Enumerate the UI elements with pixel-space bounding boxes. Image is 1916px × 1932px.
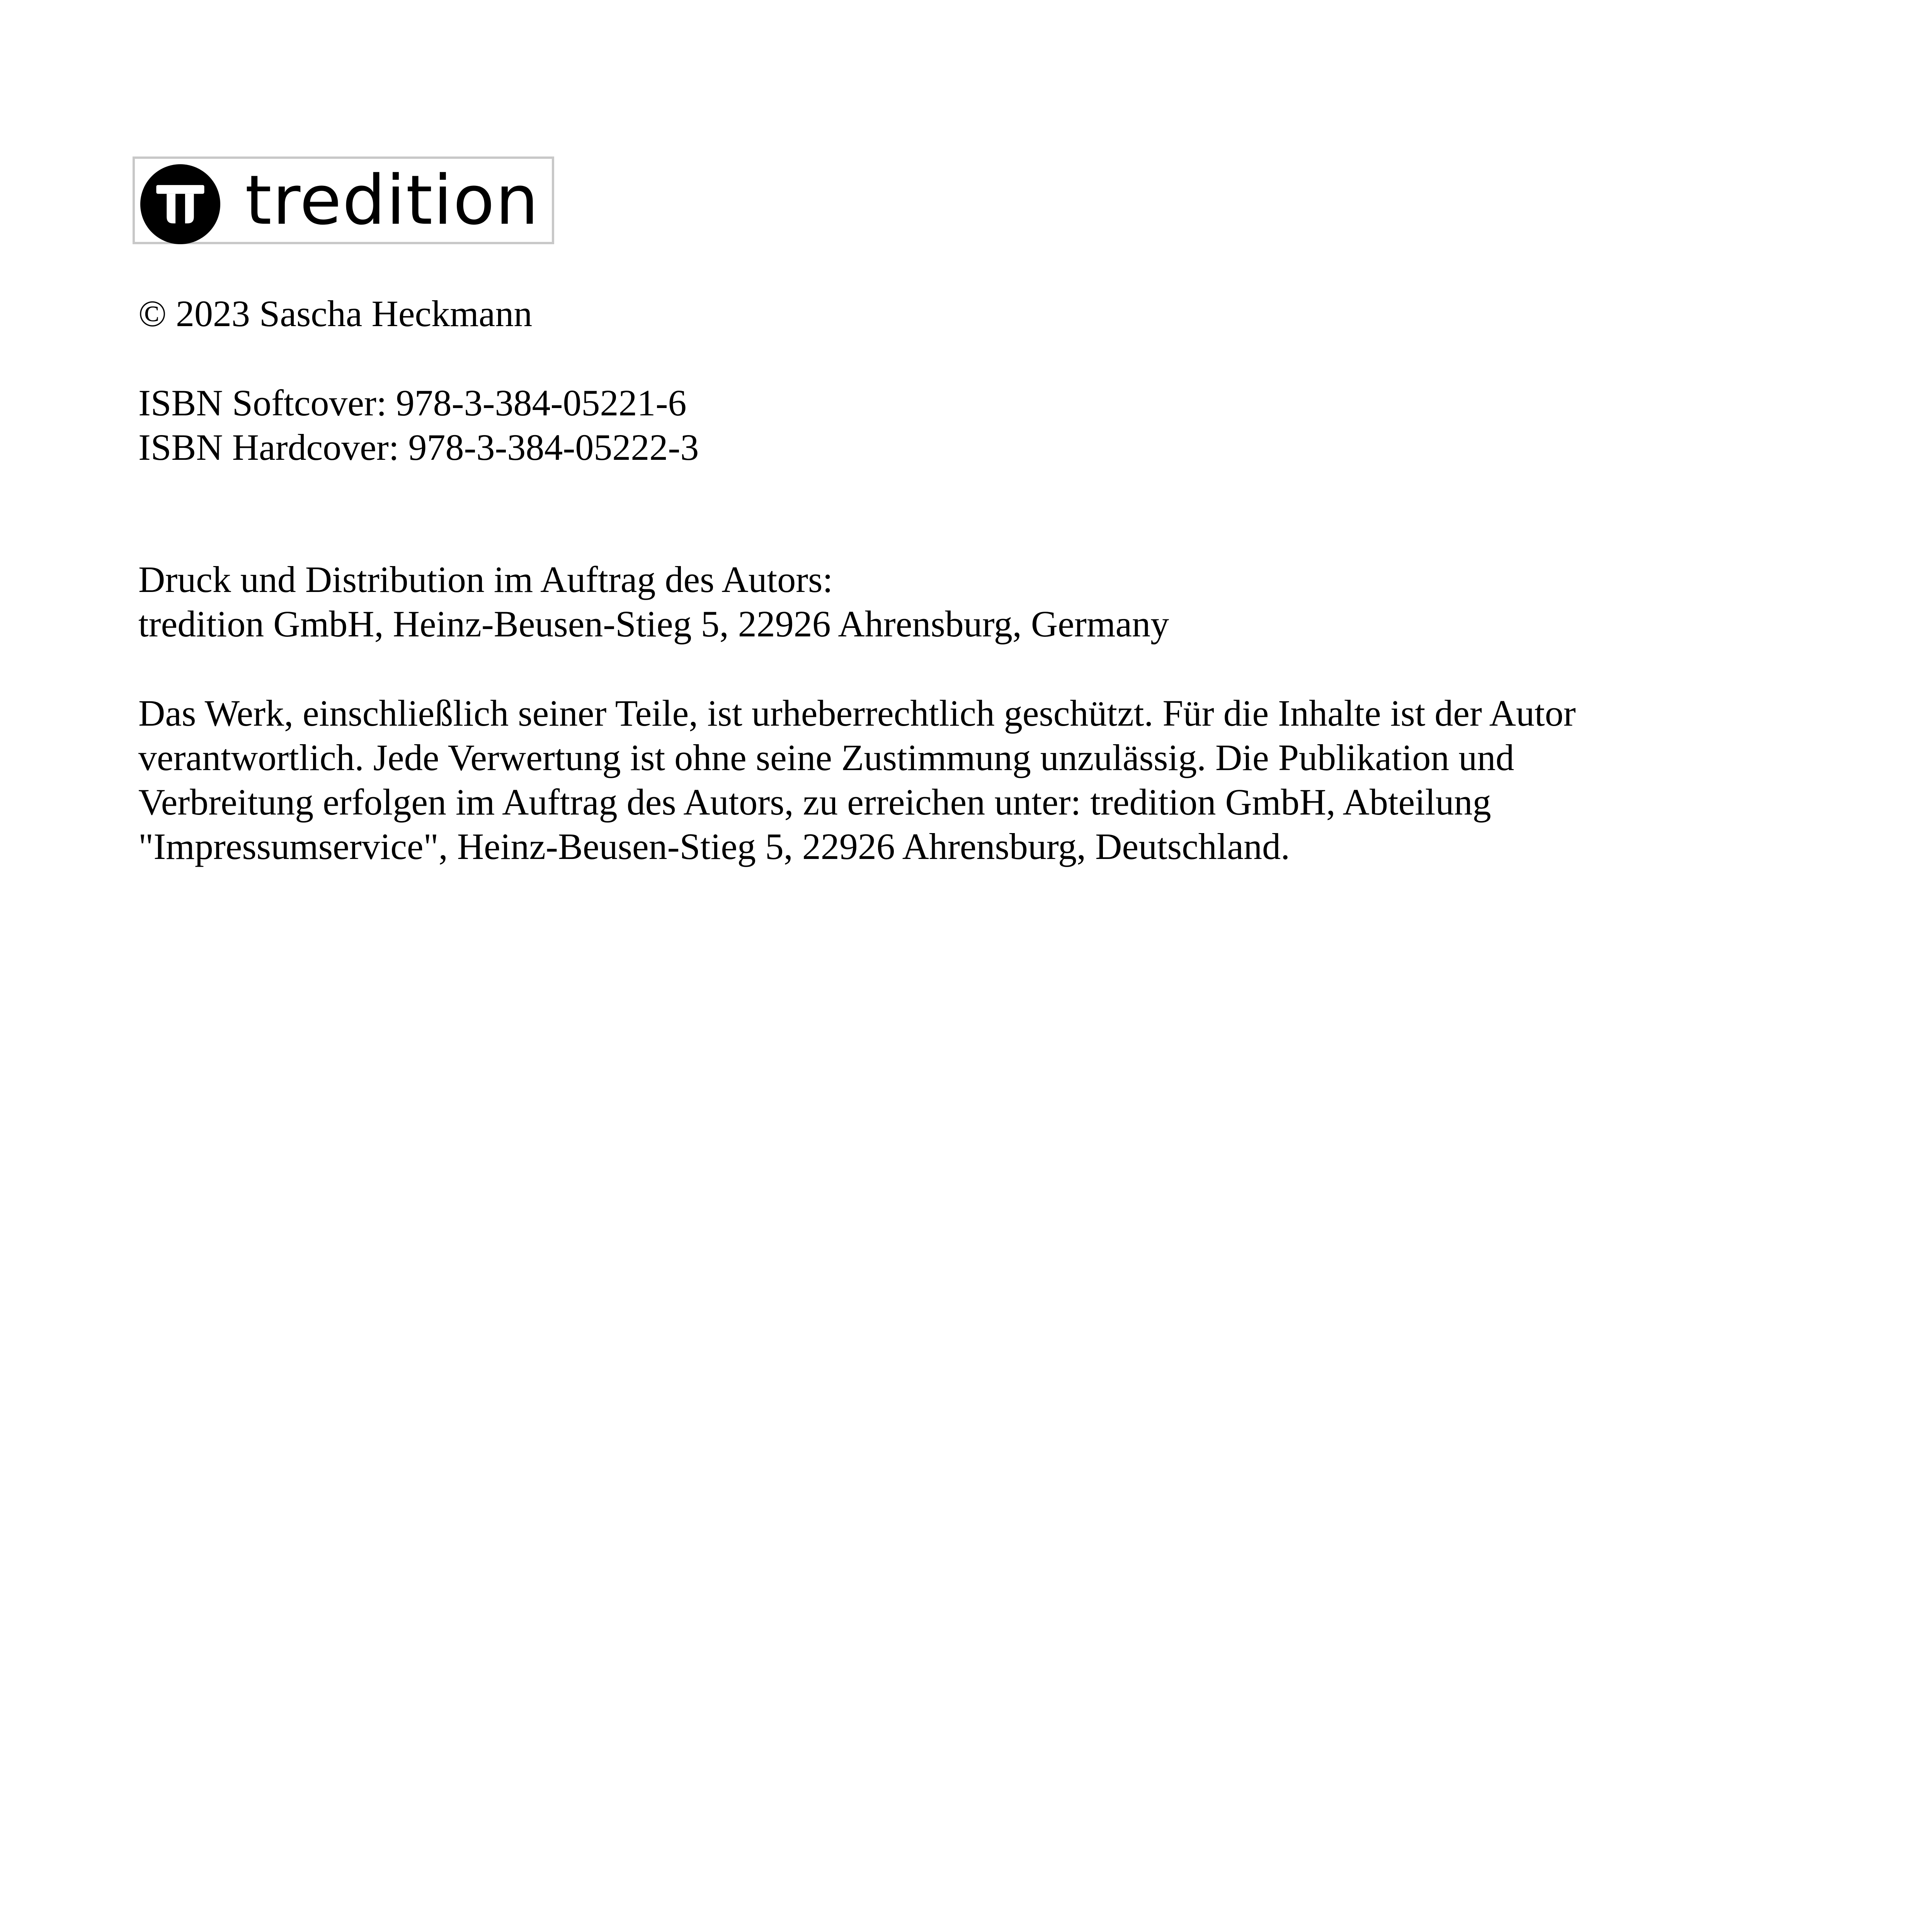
isbn-hardcover: ISBN Hardcover: 978-3-384-05222-3	[138, 427, 699, 468]
isbn-block	[138, 381, 699, 469]
legal-notice	[138, 691, 1761, 869]
publisher-address: tredition GmbH, Heinz-Beusen-Stieg 5, 22926 Ahrensburg, Germany	[138, 603, 1169, 645]
legal-line: verantwortlich. Jede Verwertung ist ohne seine Zustimmung unzulässig. Die Publikation und	[138, 737, 1514, 778]
legal-line: Das Werk, einschließlich seiner Teile, ist urheberrechtlich geschützt. Für die Inhalte ist der Autor	[138, 692, 1576, 734]
legal-line: "Impressumservice", Heinz-Beusen-Stieg 5, 22926 Ahrensburg, Deutschland.	[138, 826, 1290, 867]
copyright-notice: © 2023 Sascha Heckmann	[138, 293, 533, 334]
print-heading: Druck und Distribution im Auftrag des Autors:	[138, 559, 833, 600]
legal-line: Verbreitung erfolgen im Auftrag des Autors, zu erreichen unter: tredition GmbH, Abteilung	[138, 781, 1491, 823]
print-distribution-block	[138, 557, 1169, 646]
isbn-softcover: ISBN Softcover: 978-3-384-05221-6	[138, 382, 687, 423]
logo-wordmark: tredition	[245, 161, 539, 240]
publisher-logo	[133, 156, 554, 244]
tredition-t-logo-icon	[140, 164, 220, 244]
